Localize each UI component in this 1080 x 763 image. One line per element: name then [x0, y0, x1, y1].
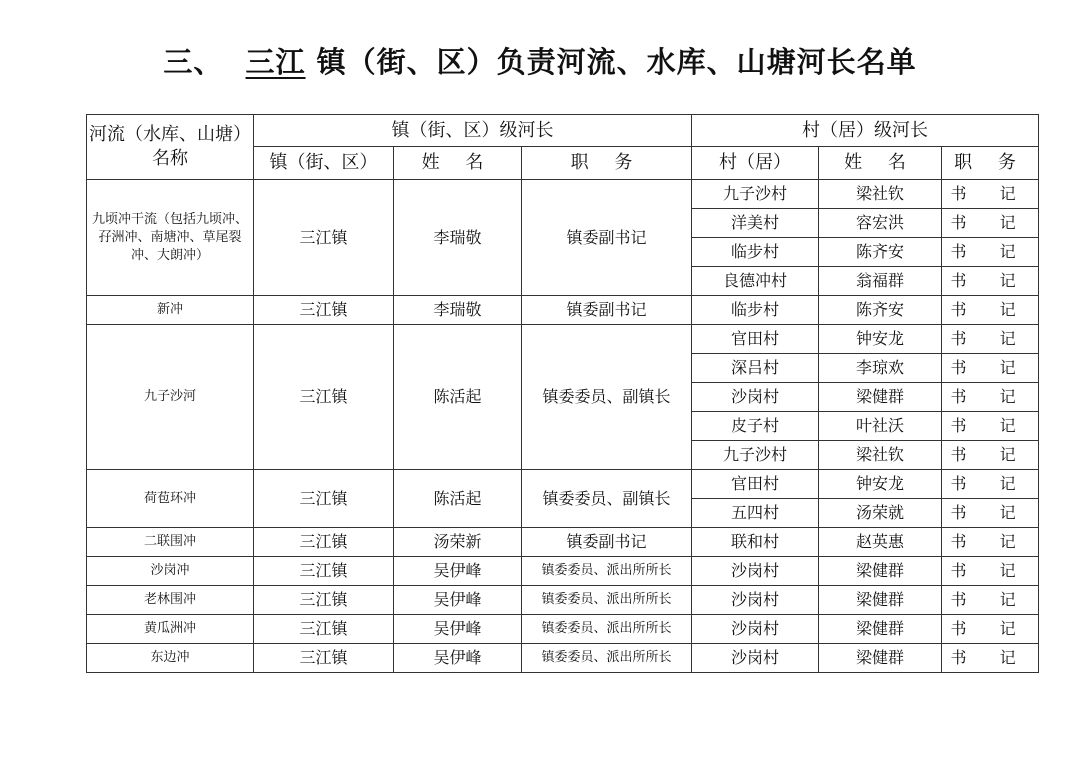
- village-cell: 深吕村: [692, 354, 819, 383]
- village-chief-name-cell: 汤荣就: [819, 499, 942, 528]
- village-chief-duty-cell: 书 记: [942, 557, 1039, 586]
- village-chief-name-cell: 陈齐安: [819, 296, 942, 325]
- town-chief-duty-cell: 镇委副书记: [522, 180, 692, 296]
- town-chief-name-cell: 陈活起: [394, 470, 522, 528]
- town-chief-name-cell: 吴伊峰: [394, 615, 522, 644]
- village-chief-duty-cell: 书 记: [942, 354, 1039, 383]
- table-row: [87, 180, 1039, 209]
- village-chief-duty-cell: 书 记: [942, 238, 1039, 267]
- village-chief-duty-cell: 书 记: [942, 470, 1039, 499]
- town-cell: 三江镇: [254, 296, 394, 325]
- village-cell: 临步村: [692, 238, 819, 267]
- village-chief-name-cell: 梁健群: [819, 644, 942, 673]
- header-town-duty: 职 务: [522, 147, 692, 180]
- village-chief-name-cell: 梁社钦: [819, 441, 942, 470]
- header-village: 村（居）: [692, 147, 819, 180]
- table-row: [87, 325, 1039, 354]
- village-chief-duty-cell: 书 记: [942, 296, 1039, 325]
- village-cell: 沙岗村: [692, 586, 819, 615]
- table-body: [87, 180, 1039, 673]
- village-chief-duty-cell: 书 记: [942, 267, 1039, 296]
- village-cell: 九子沙村: [692, 441, 819, 470]
- village-cell: 沙岗村: [692, 383, 819, 412]
- river-name-cell: 沙岗冲: [87, 557, 254, 586]
- village-cell: 九子沙村: [692, 180, 819, 209]
- village-chief-duty-cell: 书 记: [942, 615, 1039, 644]
- village-chief-name-cell: 翁福群: [819, 267, 942, 296]
- village-chief-name-cell: 梁社钦: [819, 180, 942, 209]
- page-title: [0, 40, 1080, 81]
- town-chief-name-cell: 吴伊峰: [394, 644, 522, 673]
- village-cell: 沙岗村: [692, 644, 819, 673]
- village-chief-name-cell: 梁健群: [819, 586, 942, 615]
- village-chief-name-cell: 李琼欢: [819, 354, 942, 383]
- river-name-cell: 老林围冲: [87, 586, 254, 615]
- header-town: 镇（街、区）: [254, 147, 394, 180]
- village-chief-name-cell: 陈齐安: [819, 238, 942, 267]
- village-chief-duty-cell: 书 记: [942, 644, 1039, 673]
- town-chief-duty-cell: 镇委副书记: [522, 528, 692, 557]
- village-cell: 良德冲村: [692, 267, 819, 296]
- title-prefix: 三、: [163, 45, 224, 79]
- village-cell: 沙岗村: [692, 557, 819, 586]
- header-town-name: 姓 名: [394, 147, 522, 180]
- village-chief-name-cell: 钟安龙: [819, 325, 942, 354]
- village-chief-name-cell: 赵英惠: [819, 528, 942, 557]
- river-chief-table: [86, 114, 1039, 673]
- table-row: [87, 296, 1039, 325]
- river-name-cell: 九子沙河: [87, 325, 254, 470]
- town-cell: 三江镇: [254, 644, 394, 673]
- town-chief-duty-cell: 镇委委员、副镇长: [522, 470, 692, 528]
- town-chief-name-cell: 陈活起: [394, 325, 522, 470]
- village-cell: 官田村: [692, 470, 819, 499]
- town-cell: 三江镇: [254, 586, 394, 615]
- village-chief-duty-cell: 书 记: [942, 209, 1039, 238]
- village-cell: 五四村: [692, 499, 819, 528]
- town-chief-duty-cell: 镇委委员、派出所所长: [522, 615, 692, 644]
- village-chief-duty-cell: 书 记: [942, 180, 1039, 209]
- header-row-1: [87, 115, 1039, 147]
- town-chief-duty-cell: 镇委委员、副镇长: [522, 325, 692, 470]
- village-chief-name-cell: 梁健群: [819, 383, 942, 412]
- town-chief-name-cell: 吴伊峰: [394, 557, 522, 586]
- title-town: 三江: [245, 45, 306, 79]
- village-cell: 官田村: [692, 325, 819, 354]
- village-chief-duty-cell: 书 记: [942, 586, 1039, 615]
- table-row: [87, 586, 1039, 615]
- table-row: [87, 557, 1039, 586]
- village-cell: 联和村: [692, 528, 819, 557]
- village-chief-duty-cell: 书 记: [942, 528, 1039, 557]
- town-cell: 三江镇: [254, 557, 394, 586]
- table-row: [87, 644, 1039, 673]
- town-chief-name-cell: 汤荣新: [394, 528, 522, 557]
- village-cell: 沙岗村: [692, 615, 819, 644]
- town-cell: 三江镇: [254, 528, 394, 557]
- town-chief-name-cell: 李瑞敬: [394, 296, 522, 325]
- title-suffix: 镇（街、区）负责河流、水库、山塘河长名单: [316, 45, 917, 79]
- river-name-cell: 二联围冲: [87, 528, 254, 557]
- village-chief-duty-cell: 书 记: [942, 441, 1039, 470]
- village-cell: 皮子村: [692, 412, 819, 441]
- village-chief-duty-cell: 书 记: [942, 412, 1039, 441]
- village-chief-name-cell: 钟安龙: [819, 470, 942, 499]
- river-name-cell: 九顷冲干流（包括九顷冲、孖洲冲、南塘冲、草尾裂冲、大朗冲）: [87, 180, 254, 296]
- header-village-duty: 职 务: [942, 147, 1039, 180]
- village-chief-duty-cell: 书 记: [942, 499, 1039, 528]
- header-village-name: 姓 名: [819, 147, 942, 180]
- village-chief-name-cell: 叶社沃: [819, 412, 942, 441]
- town-chief-name-cell: 吴伊峰: [394, 586, 522, 615]
- table-row: [87, 615, 1039, 644]
- village-chief-name-cell: 容宏洪: [819, 209, 942, 238]
- town-chief-duty-cell: 镇委委员、派出所所长: [522, 644, 692, 673]
- village-chief-duty-cell: 书 记: [942, 325, 1039, 354]
- header-river: 河流（水库、山塘）名称: [87, 115, 254, 180]
- river-name-cell: 新冲: [87, 296, 254, 325]
- town-cell: 三江镇: [254, 615, 394, 644]
- village-cell: 临步村: [692, 296, 819, 325]
- town-chief-duty-cell: 镇委委员、派出所所长: [522, 557, 692, 586]
- village-chief-name-cell: 梁健群: [819, 615, 942, 644]
- river-name-cell: 黄瓜洲冲: [87, 615, 254, 644]
- table-row: [87, 528, 1039, 557]
- town-cell: 三江镇: [254, 325, 394, 470]
- town-cell: 三江镇: [254, 180, 394, 296]
- town-cell: 三江镇: [254, 470, 394, 528]
- village-chief-name-cell: 梁健群: [819, 557, 942, 586]
- town-chief-name-cell: 李瑞敬: [394, 180, 522, 296]
- river-name-cell: 东边冲: [87, 644, 254, 673]
- town-chief-duty-cell: 镇委委员、派出所所长: [522, 586, 692, 615]
- header-village-group: 村（居）级河长: [692, 115, 1039, 147]
- table-row: [87, 470, 1039, 499]
- river-name-cell: 荷苞环冲: [87, 470, 254, 528]
- village-cell: 洋美村: [692, 209, 819, 238]
- header-town-group: 镇（街、区）级河长: [254, 115, 692, 147]
- village-chief-duty-cell: 书 记: [942, 383, 1039, 412]
- town-chief-duty-cell: 镇委副书记: [522, 296, 692, 325]
